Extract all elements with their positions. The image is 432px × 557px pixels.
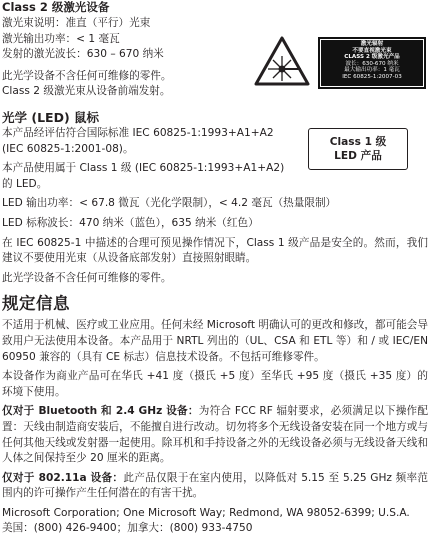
label-line-no-stare: 不要直视激光束 — [352, 47, 392, 54]
led-standard-paragraph: 本产品经评估符合国际标准 IEC 60825-1:1993+A1+A2 (IEC 60825-1:2001-08)。 — [2, 127, 274, 155]
laser-output-power: 激光输出功率：< 1 毫瓦 — [2, 32, 120, 45]
wifi-text: 此产品仅限于在室内使用，以降低对 5.15 至 5.25 GHz 频率范围内的许可操作产生任何潜在的有害干扰。 — [2, 471, 429, 500]
laser-section-title: Class 2 级激光设备 — [2, 0, 110, 14]
label-line-standard: IEC 60825-1:2007-03 — [342, 73, 402, 80]
laser-warning-icon — [254, 36, 310, 86]
led-notice: 此光学设备不含任何可维修的零件。 — [2, 271, 172, 284]
led-wavelength: LED 标称波长：470 纳米（蓝色），635 纳米（红色） — [2, 216, 259, 229]
regulatory-paragraph-1: 不适用于机械、医疗或工业应用。任何未经 Microsoft 明确认可的更改和修改，都可能会导致用户无法使用本设备。本产品用于 NRTL 列出的（UL、CSA 和 ETL 等）和 / 或 IEC/EN 60950 兼容的（具有 CE 标志）信息技术设备。不包括可维修零件。 — [2, 319, 428, 363]
led-output-power: LED 输出功率：< 67.8 微瓦（光化学限制），< 4.2 毫瓦（热量限制） — [2, 197, 337, 210]
led-section — [2, 126, 428, 192]
bluetooth-paragraph — [2, 404, 428, 466]
company-address: Microsoft Corporation; One Microsoft Way; Redmond, WA 98052-6399; U.S.A. — [2, 506, 410, 519]
led-class-label — [308, 128, 408, 170]
regulatory-paragraph-2: 本设备作为商业产品可在华氏 +41 度（摄氏 +5 度）至华氏 +95 度（摄氏 +35 度）的环境下使用。 — [2, 370, 428, 398]
bluetooth-lead: 仅对于 Bluetooth 和 2.4 GHz 设备： — [2, 405, 199, 418]
label-line-class: CLASS 2 级激光产品 — [344, 54, 400, 61]
label-line-wavelength: 波长：630-670 纳米 — [345, 60, 399, 67]
laser-notice-1: 此光学设备不含任何可维修的零件。 — [2, 69, 172, 82]
label-line-radiation: 激光辐射 — [360, 41, 384, 47]
laser-warning-label — [318, 37, 426, 89]
led-class-paragraph: 本产品使用属于 Class 1 级 (IEC 60825-1:1993+A1+A2) 的 LED。 — [2, 162, 285, 190]
wifi-lead: 仅对于 802.11a 设备： — [2, 471, 124, 484]
wifi-paragraph — [2, 471, 428, 502]
led-safety-paragraph: 在 IEC 60825-1 中描述的合理可预见操作情况下，Class 1 级产品是安全的。然而，我们建议不要使用光束（从设备底部发射）直接照射眼睛。 — [2, 236, 428, 265]
label-line-max-output: 最大输出功率：1 毫瓦 — [344, 67, 400, 74]
laser-section — [2, 16, 428, 110]
laser-notice-2: Class 2 级激光束从设备前端发射。 — [2, 85, 171, 98]
led-label-line-1: Class 1 级 — [329, 136, 387, 148]
laser-wavelength: 发射的激光波长：630 – 670 纳米 — [2, 48, 164, 61]
bluetooth-text: 为符合 FCC RF 辐射要求，必须满足以下操作配置：天线由制造商安装后，不能擅自进行改动。切勿将多个无线设备安装在同一个地方或与任何其他天线或发射器一起使用。除耳机和手持设备之外的无线设备必须与无线设备天线和人体之间保持至少 20 厘米的距离。 — [2, 405, 428, 465]
company-phone: 美国：(800) 426-9400；加拿大：(800) 933-4750 — [2, 522, 253, 535]
laser-beam-description: 激光束说明：准直（平行）光束 — [2, 17, 151, 29]
laser-specs — [2, 16, 242, 100]
led-label-line-2: LED 产品 — [334, 150, 382, 162]
led-section-title: 光学 (LED) 鼠标 — [2, 110, 100, 125]
regulatory-section-title: 规定信息 — [2, 294, 70, 314]
document-page — [2, 0, 428, 537]
